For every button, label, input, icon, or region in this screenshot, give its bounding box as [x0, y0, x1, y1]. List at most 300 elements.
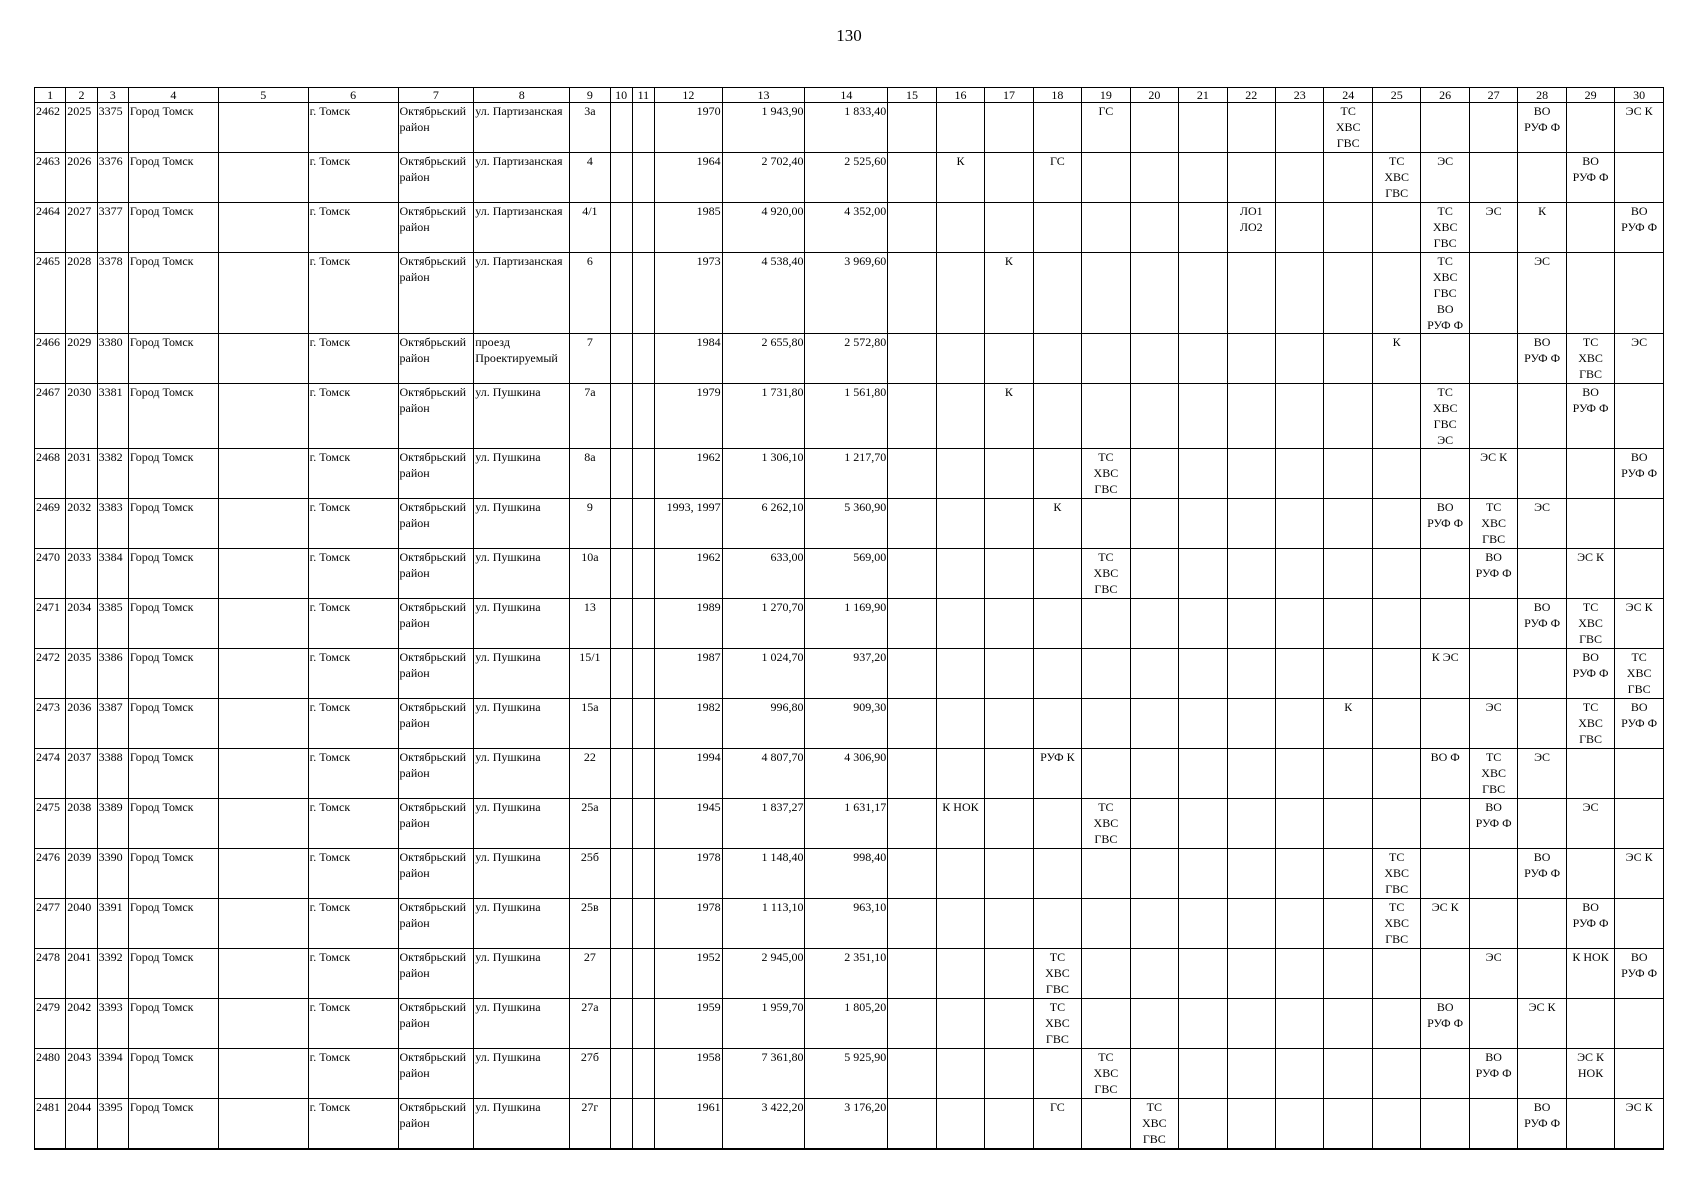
cell-col-23: [1276, 849, 1324, 899]
cell-col-15: [888, 749, 936, 799]
cell-col-26: ТС ХВС ГВС: [1421, 203, 1469, 253]
cell-col-20: [1130, 499, 1178, 549]
cell-col-7: Октябрьский район: [398, 799, 474, 849]
cell-col-18: [1033, 849, 1081, 899]
cell-col-4: Город Томск: [128, 253, 218, 334]
cell-col-26: [1421, 949, 1469, 999]
cell-col-10: [610, 334, 632, 384]
cell-col-2: 2028: [66, 253, 97, 334]
cell-col-13: 633,00: [722, 549, 805, 599]
cell-col-16: [936, 749, 984, 799]
cell-col-20: [1130, 699, 1178, 749]
cell-col-2: 2027: [66, 203, 97, 253]
cell-col-2: 2036: [66, 699, 97, 749]
cell-col-27: [1469, 253, 1517, 334]
cell-col-21: [1179, 1049, 1227, 1099]
cell-col-8: ул. Пушкина: [474, 749, 570, 799]
cell-col-19: [1082, 499, 1130, 549]
cell-col-20: [1130, 384, 1178, 449]
cell-col-17: [985, 599, 1033, 649]
cell-col-23: [1276, 599, 1324, 649]
cell-col-26: ВО Ф: [1421, 749, 1469, 799]
cell-col-11: [632, 449, 654, 499]
cell-col-17: [985, 749, 1033, 799]
cell-col-19: [1082, 334, 1130, 384]
cell-col-17: [985, 153, 1033, 203]
cell-col-22: [1227, 449, 1275, 499]
cell-col-18: ТС ХВС ГВС: [1033, 949, 1081, 999]
column-header-8: 8: [474, 88, 570, 103]
cell-col-24: [1324, 334, 1372, 384]
cell-col-5: [218, 749, 308, 799]
cell-col-3: 3390: [97, 849, 128, 899]
cell-col-19: ГС: [1082, 103, 1130, 153]
cell-col-11: [632, 849, 654, 899]
cell-col-19: ТС ХВС ГВС: [1082, 549, 1130, 599]
cell-col-4: Город Томск: [128, 449, 218, 499]
cell-col-11: [632, 799, 654, 849]
cell-col-17: [985, 699, 1033, 749]
cell-col-21: [1179, 103, 1227, 153]
cell-col-22: [1227, 334, 1275, 384]
cell-col-22: [1227, 253, 1275, 334]
table-row: [35, 253, 1664, 334]
cell-col-3: 3391: [97, 899, 128, 949]
cell-col-3: 3393: [97, 999, 128, 1049]
cell-col-22: [1227, 499, 1275, 549]
cell-col-12: 1961: [654, 1099, 722, 1150]
column-header-27: 27: [1469, 88, 1517, 103]
cell-col-1: 2481: [35, 1099, 66, 1150]
cell-col-9: 3а: [570, 103, 610, 153]
column-header-30: 30: [1615, 88, 1664, 103]
cell-col-2: 2040: [66, 899, 97, 949]
cell-col-13: 996,80: [722, 699, 805, 749]
cell-col-5: [218, 384, 308, 449]
cell-col-1: 2467: [35, 384, 66, 449]
cell-col-6: г. Томск: [308, 153, 398, 203]
housing-register-table: [34, 87, 1664, 1150]
cell-col-17: [985, 103, 1033, 153]
cell-col-18: К: [1033, 499, 1081, 549]
cell-col-1: 2463: [35, 153, 66, 203]
cell-col-19: [1082, 203, 1130, 253]
cell-col-3: 3392: [97, 949, 128, 999]
cell-col-18: [1033, 699, 1081, 749]
cell-col-7: Октябрьский район: [398, 599, 474, 649]
cell-col-25: ТС ХВС ГВС: [1372, 899, 1420, 949]
cell-col-13: 1 837,27: [722, 799, 805, 849]
cell-col-24: [1324, 749, 1372, 799]
cell-col-26: ТС ХВС ГВС ЭС: [1421, 384, 1469, 449]
cell-col-24: [1324, 999, 1372, 1049]
cell-col-2: 2030: [66, 384, 97, 449]
cell-col-18: [1033, 599, 1081, 649]
cell-col-30: ВО РУФ Ф: [1615, 203, 1664, 253]
cell-col-23: [1276, 253, 1324, 334]
cell-col-7: Октябрьский район: [398, 384, 474, 449]
cell-col-5: [218, 1049, 308, 1099]
cell-col-16: [936, 253, 984, 334]
table-row: [35, 549, 1664, 599]
cell-col-15: [888, 799, 936, 849]
cell-col-30: [1615, 749, 1664, 799]
cell-col-1: 2470: [35, 549, 66, 599]
cell-col-8: ул. Пушкина: [474, 899, 570, 949]
cell-col-12: 1987: [654, 649, 722, 699]
cell-col-19: [1082, 849, 1130, 899]
cell-col-13: 1 306,10: [722, 449, 805, 499]
cell-col-20: [1130, 549, 1178, 599]
cell-col-7: Октябрьский район: [398, 253, 474, 334]
cell-col-10: [610, 599, 632, 649]
cell-col-20: [1130, 449, 1178, 499]
cell-col-13: 1 943,90: [722, 103, 805, 153]
cell-col-11: [632, 384, 654, 449]
cell-col-10: [610, 999, 632, 1049]
cell-col-23: [1276, 1049, 1324, 1099]
cell-col-25: К: [1372, 334, 1420, 384]
cell-col-23: [1276, 499, 1324, 549]
cell-col-13: 7 361,80: [722, 1049, 805, 1099]
cell-col-20: [1130, 1049, 1178, 1099]
table-row: [35, 649, 1664, 699]
cell-col-17: [985, 649, 1033, 699]
column-header-16: 16: [936, 88, 984, 103]
cell-col-23: [1276, 203, 1324, 253]
cell-col-1: 2473: [35, 699, 66, 749]
cell-col-25: ТС ХВС ГВС: [1372, 849, 1420, 899]
cell-col-13: 3 422,20: [722, 1099, 805, 1150]
cell-col-3: 3382: [97, 449, 128, 499]
cell-col-19: [1082, 649, 1130, 699]
cell-col-13: 2 655,80: [722, 334, 805, 384]
cell-col-6: г. Томск: [308, 203, 398, 253]
cell-col-15: [888, 699, 936, 749]
cell-col-22: ЛО1 ЛО2: [1227, 203, 1275, 253]
cell-col-17: [985, 449, 1033, 499]
cell-col-30: ЭС: [1615, 334, 1664, 384]
cell-col-29: ВО РУФ Ф: [1566, 384, 1614, 449]
cell-col-18: [1033, 549, 1081, 599]
cell-col-11: [632, 599, 654, 649]
cell-col-24: [1324, 799, 1372, 849]
cell-col-18: [1033, 253, 1081, 334]
cell-col-2: 2043: [66, 1049, 97, 1099]
cell-col-3: 3387: [97, 699, 128, 749]
cell-col-25: [1372, 203, 1420, 253]
cell-col-24: К: [1324, 699, 1372, 749]
table-row: [35, 334, 1664, 384]
cell-col-6: г. Томск: [308, 449, 398, 499]
cell-col-15: [888, 999, 936, 1049]
cell-col-12: 1952: [654, 949, 722, 999]
cell-col-17: [985, 549, 1033, 599]
cell-col-22: [1227, 1049, 1275, 1099]
table-row: [35, 749, 1664, 799]
cell-col-3: 3381: [97, 384, 128, 449]
cell-col-30: ВО РУФ Ф: [1615, 949, 1664, 999]
cell-col-21: [1179, 649, 1227, 699]
cell-col-15: [888, 899, 936, 949]
cell-col-29: ТС ХВС ГВС: [1566, 334, 1614, 384]
cell-col-3: 3389: [97, 799, 128, 849]
cell-col-5: [218, 899, 308, 949]
column-header-22: 22: [1227, 88, 1275, 103]
cell-col-12: 1979: [654, 384, 722, 449]
cell-col-9: 15а: [570, 699, 610, 749]
cell-col-1: 2472: [35, 649, 66, 699]
cell-col-22: [1227, 949, 1275, 999]
cell-col-2: 2032: [66, 499, 97, 549]
cell-col-21: [1179, 699, 1227, 749]
cell-col-12: 1985: [654, 203, 722, 253]
cell-col-12: 1994: [654, 749, 722, 799]
cell-col-15: [888, 203, 936, 253]
cell-col-22: [1227, 799, 1275, 849]
cell-col-8: ул. Партизанская: [474, 203, 570, 253]
cell-col-21: [1179, 449, 1227, 499]
cell-col-4: Город Томск: [128, 999, 218, 1049]
cell-col-23: [1276, 649, 1324, 699]
cell-col-20: ТС ХВС ГВС: [1130, 1099, 1178, 1150]
cell-col-4: Город Томск: [128, 899, 218, 949]
cell-col-14: 3 176,20: [805, 1099, 888, 1150]
cell-col-25: [1372, 499, 1420, 549]
cell-col-27: ТС ХВС ГВС: [1469, 749, 1517, 799]
cell-col-20: [1130, 203, 1178, 253]
cell-col-28: ВО РУФ Ф: [1518, 599, 1566, 649]
cell-col-11: [632, 1099, 654, 1150]
column-header-9: 9: [570, 88, 610, 103]
column-header-10: 10: [610, 88, 632, 103]
column-header-21: 21: [1179, 88, 1227, 103]
column-header-12: 12: [654, 88, 722, 103]
cell-col-8: ул. Пушкина: [474, 384, 570, 449]
cell-col-28: [1518, 1049, 1566, 1099]
cell-col-1: 2464: [35, 203, 66, 253]
cell-col-11: [632, 334, 654, 384]
table-row: [35, 499, 1664, 549]
cell-col-17: [985, 999, 1033, 1049]
cell-col-13: 1 024,70: [722, 649, 805, 699]
column-header-4: 4: [128, 88, 218, 103]
column-header-7: 7: [398, 88, 474, 103]
cell-col-24: [1324, 899, 1372, 949]
cell-col-26: ВО РУФ Ф: [1421, 999, 1469, 1049]
cell-col-12: 1962: [654, 549, 722, 599]
cell-col-4: Город Томск: [128, 649, 218, 699]
cell-col-27: [1469, 649, 1517, 699]
cell-col-19: ТС ХВС ГВС: [1082, 799, 1130, 849]
cell-col-17: [985, 1049, 1033, 1099]
cell-col-15: [888, 849, 936, 899]
cell-col-8: ул. Пушкина: [474, 599, 570, 649]
cell-col-23: [1276, 153, 1324, 203]
cell-col-2: 2025: [66, 103, 97, 153]
cell-col-10: [610, 449, 632, 499]
cell-col-26: [1421, 1049, 1469, 1099]
cell-col-6: г. Томск: [308, 749, 398, 799]
cell-col-4: Город Томск: [128, 599, 218, 649]
cell-col-14: 4 306,90: [805, 749, 888, 799]
cell-col-7: Октябрьский район: [398, 499, 474, 549]
cell-col-3: 3383: [97, 499, 128, 549]
cell-col-3: 3386: [97, 649, 128, 699]
cell-col-23: [1276, 103, 1324, 153]
cell-col-6: г. Томск: [308, 849, 398, 899]
cell-col-26: ВО РУФ Ф: [1421, 499, 1469, 549]
cell-col-7: Октябрьский район: [398, 1049, 474, 1099]
cell-col-3: 3385: [97, 599, 128, 649]
cell-col-6: г. Томск: [308, 334, 398, 384]
column-header-18: 18: [1033, 88, 1081, 103]
cell-col-2: 2035: [66, 649, 97, 699]
cell-col-9: 27б: [570, 1049, 610, 1099]
cell-col-14: 937,20: [805, 649, 888, 699]
cell-col-10: [610, 849, 632, 899]
cell-col-6: г. Томск: [308, 384, 398, 449]
cell-col-18: [1033, 103, 1081, 153]
cell-col-30: [1615, 253, 1664, 334]
cell-col-16: [936, 384, 984, 449]
cell-col-5: [218, 699, 308, 749]
cell-col-24: [1324, 549, 1372, 599]
cell-col-24: [1324, 449, 1372, 499]
cell-col-15: [888, 1099, 936, 1150]
cell-col-14: 4 352,00: [805, 203, 888, 253]
cell-col-23: [1276, 949, 1324, 999]
cell-col-9: 7а: [570, 384, 610, 449]
cell-col-22: [1227, 549, 1275, 599]
cell-col-2: 2038: [66, 799, 97, 849]
cell-col-24: [1324, 599, 1372, 649]
cell-col-5: [218, 253, 308, 334]
cell-col-26: [1421, 1099, 1469, 1150]
cell-col-16: [936, 449, 984, 499]
cell-col-28: [1518, 799, 1566, 849]
cell-col-12: 1993, 1997: [654, 499, 722, 549]
cell-col-5: [218, 799, 308, 849]
cell-col-7: Октябрьский район: [398, 649, 474, 699]
cell-col-22: [1227, 1099, 1275, 1150]
cell-col-25: [1372, 599, 1420, 649]
cell-col-29: [1566, 749, 1614, 799]
cell-col-27: [1469, 849, 1517, 899]
cell-col-8: ул. Партизанская: [474, 253, 570, 334]
cell-col-11: [632, 699, 654, 749]
cell-col-14: 3 969,60: [805, 253, 888, 334]
cell-col-12: 1962: [654, 449, 722, 499]
cell-col-28: ЭС: [1518, 253, 1566, 334]
cell-col-16: [936, 599, 984, 649]
table-row: [35, 203, 1664, 253]
cell-col-27: ЭС К: [1469, 449, 1517, 499]
cell-col-10: [610, 203, 632, 253]
cell-col-13: 1 731,80: [722, 384, 805, 449]
cell-col-6: г. Томск: [308, 949, 398, 999]
cell-col-25: ТС ХВС ГВС: [1372, 153, 1420, 203]
cell-col-29: ВО РУФ Ф: [1566, 153, 1614, 203]
cell-col-7: Октябрьский район: [398, 549, 474, 599]
cell-col-29: ВО РУФ Ф: [1566, 899, 1614, 949]
cell-col-29: [1566, 253, 1614, 334]
cell-col-16: К НОК: [936, 799, 984, 849]
cell-col-22: [1227, 849, 1275, 899]
cell-col-19: ТС ХВС ГВС: [1082, 1049, 1130, 1099]
cell-col-16: [936, 899, 984, 949]
cell-col-19: [1082, 1099, 1130, 1150]
cell-col-15: [888, 499, 936, 549]
cell-col-17: [985, 949, 1033, 999]
cell-col-19: [1082, 384, 1130, 449]
cell-col-7: Октябрьский район: [398, 699, 474, 749]
cell-col-21: [1179, 384, 1227, 449]
cell-col-28: ВО РУФ Ф: [1518, 334, 1566, 384]
cell-col-10: [610, 1099, 632, 1150]
cell-col-18: [1033, 799, 1081, 849]
cell-col-18: ТС ХВС ГВС: [1033, 999, 1081, 1049]
cell-col-28: [1518, 153, 1566, 203]
cell-col-27: ВО РУФ Ф: [1469, 799, 1517, 849]
cell-col-15: [888, 949, 936, 999]
cell-col-14: 1 561,80: [805, 384, 888, 449]
cell-col-1: 2476: [35, 849, 66, 899]
cell-col-20: [1130, 649, 1178, 699]
cell-col-20: [1130, 253, 1178, 334]
cell-col-5: [218, 449, 308, 499]
cell-col-1: 2475: [35, 799, 66, 849]
cell-col-16: [936, 999, 984, 1049]
cell-col-4: Город Томск: [128, 203, 218, 253]
column-header-14: 14: [805, 88, 888, 103]
cell-col-28: ЭС: [1518, 499, 1566, 549]
cell-col-16: [936, 699, 984, 749]
cell-col-28: К: [1518, 203, 1566, 253]
cell-col-28: ВО РУФ Ф: [1518, 103, 1566, 153]
cell-col-20: [1130, 849, 1178, 899]
cell-col-9: 10а: [570, 549, 610, 599]
cell-col-25: [1372, 949, 1420, 999]
cell-col-30: ВО РУФ Ф: [1615, 449, 1664, 499]
cell-col-18: [1033, 449, 1081, 499]
cell-col-14: 5 925,90: [805, 1049, 888, 1099]
cell-col-11: [632, 499, 654, 549]
cell-col-10: [610, 649, 632, 699]
cell-col-1: 2478: [35, 949, 66, 999]
table-row: [35, 949, 1664, 999]
cell-col-23: [1276, 699, 1324, 749]
cell-col-14: 1 631,17: [805, 799, 888, 849]
cell-col-13: 2 945,00: [722, 949, 805, 999]
cell-col-30: ЭС К: [1615, 849, 1664, 899]
cell-col-27: [1469, 153, 1517, 203]
cell-col-3: 3384: [97, 549, 128, 599]
cell-col-14: 5 360,90: [805, 499, 888, 549]
cell-col-24: [1324, 649, 1372, 699]
cell-col-13: 4 807,70: [722, 749, 805, 799]
cell-col-4: Город Томск: [128, 549, 218, 599]
cell-col-29: [1566, 849, 1614, 899]
cell-col-19: [1082, 999, 1130, 1049]
cell-col-26: ТС ХВС ГВС ВО РУФ Ф: [1421, 253, 1469, 334]
cell-col-8: ул. Пушкина: [474, 1099, 570, 1150]
table-row: [35, 799, 1664, 849]
cell-col-25: [1372, 999, 1420, 1049]
cell-col-9: 4: [570, 153, 610, 203]
cell-col-2: 2026: [66, 153, 97, 203]
cell-col-20: [1130, 153, 1178, 203]
